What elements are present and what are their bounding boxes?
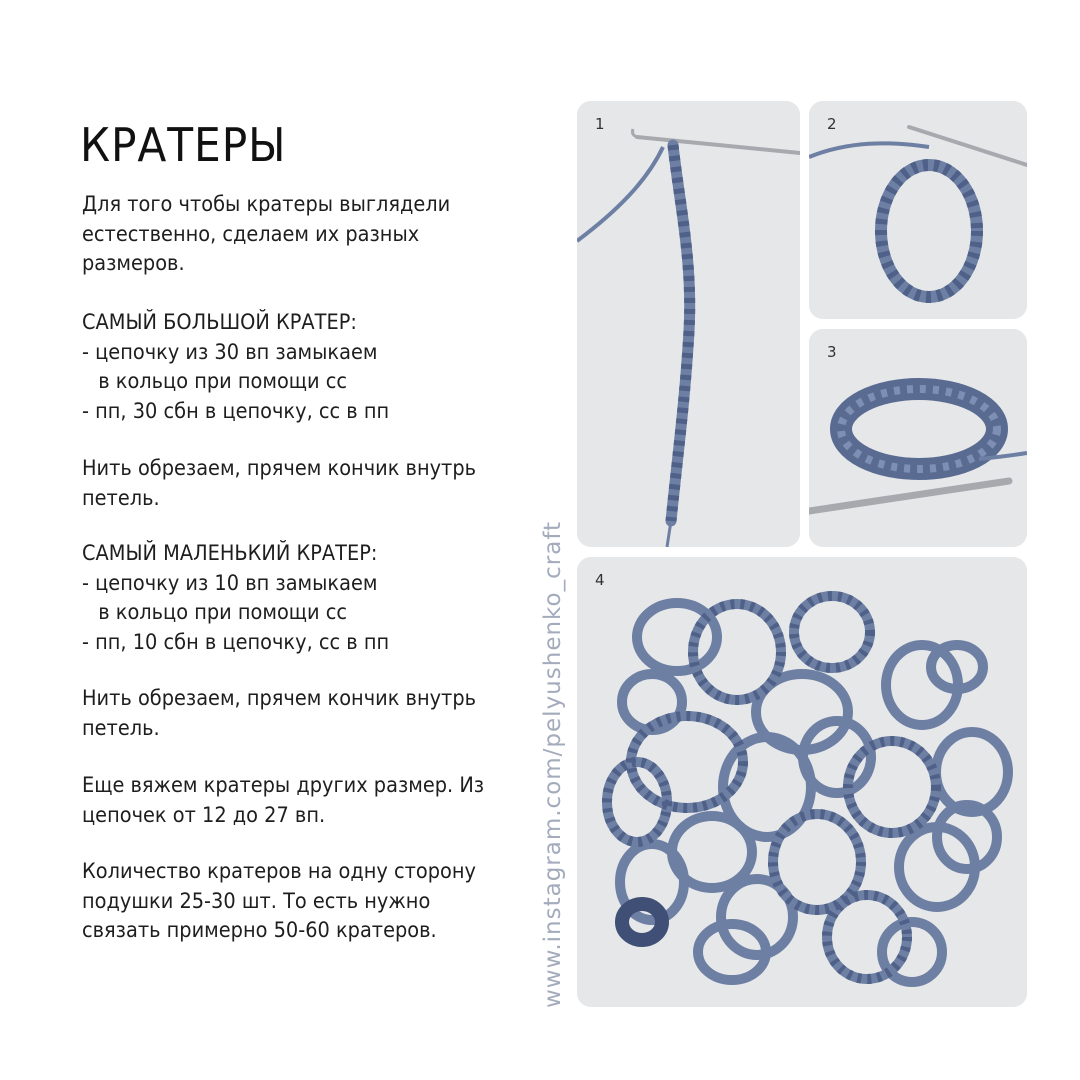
finish-line: Нить обрезаем, прячем кончик внутрь	[82, 456, 477, 481]
instruction-line: в кольцо при помощи сс	[98, 369, 348, 394]
finish-paragraph-2	[82, 684, 505, 743]
largest-crater-section	[82, 308, 505, 426]
chain-ring-illustration	[809, 101, 1027, 319]
instruction-line: - пп, 30 сбн в цепочку, сс в пп	[82, 398, 390, 424]
instruction-line: в кольцо при помощи сс	[98, 600, 348, 625]
quantity-line: подушки 25-30 шт. То есть нужно	[82, 888, 431, 914]
step-number: 4	[595, 571, 605, 589]
other-sizes-paragraph	[82, 771, 505, 830]
step-photo-4	[577, 557, 1027, 1007]
rings-pile-illustration	[577, 557, 1027, 1007]
intro-paragraph	[82, 190, 505, 279]
finish-line: петель.	[82, 485, 160, 511]
page-title: КРАТЕРЫ	[80, 118, 287, 172]
other-sizes-line: цепочек от 12 до 27 вп.	[82, 802, 326, 828]
quantity-line: Количество кратеров на одну сторону	[82, 859, 476, 884]
instruction-line: - цепочку из 30 вп замыкаем	[82, 339, 378, 365]
other-sizes-line: Еще вяжем кратеры других размер. Из	[82, 773, 485, 798]
largest-crater-heading: САМЫЙ БОЛЬШОЙ КРАТЕР:	[82, 310, 357, 335]
chain-on-hook-illustration	[577, 101, 800, 547]
finish-line: петель.	[82, 715, 160, 741]
step-number: 3	[827, 343, 837, 361]
instruction-line: - пп, 10 сбн в цепочку, сс в пп	[82, 629, 390, 655]
step-photo-2	[809, 101, 1027, 319]
instagram-watermark: www.instagram.com/pelyushenko_craft	[540, 520, 566, 1008]
smallest-crater-heading: САМЫЙ МАЛЕНЬКИЙ КРАТЕР:	[82, 541, 378, 566]
finish-line: Нить обрезаем, прячем кончик внутрь	[82, 686, 477, 711]
step-number: 1	[595, 115, 605, 133]
step-photo-1	[577, 101, 800, 547]
step-number: 2	[827, 115, 837, 133]
intro-line: размеров.	[82, 251, 185, 276]
instruction-line: - цепочку из 10 вп замыкаем	[82, 570, 378, 596]
intro-line: Для того чтобы кратеры выглядели	[82, 192, 451, 217]
smallest-crater-section	[82, 539, 505, 657]
finish-paragraph-1	[82, 454, 505, 513]
intro-line: естественно, сделаем их разных	[82, 221, 420, 247]
crochet-round-illustration	[809, 329, 1027, 547]
quantity-paragraph	[82, 857, 505, 946]
quantity-line: связать примерно 50-60 кратеров.	[82, 918, 437, 943]
step-photo-3	[809, 329, 1027, 547]
